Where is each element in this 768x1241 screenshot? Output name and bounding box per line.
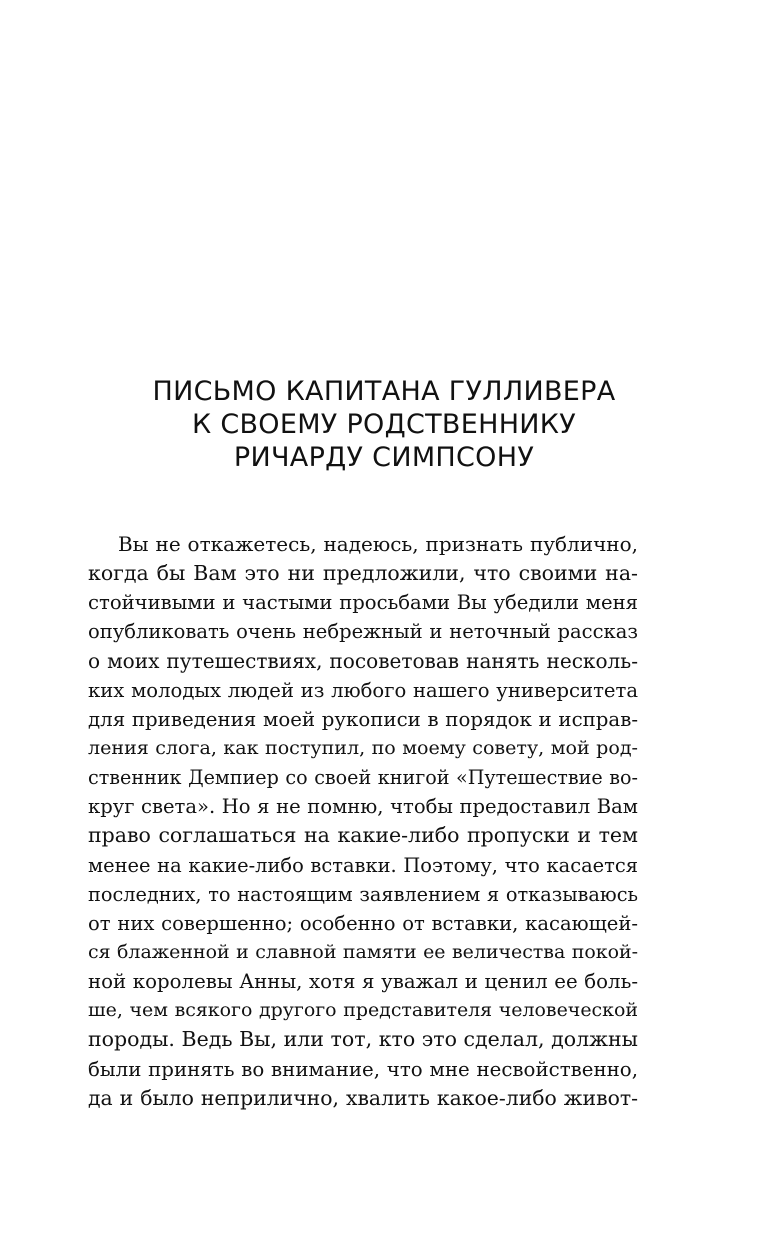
paragraph-line: когда бы Вам это ни предложили, что своими на- bbox=[88, 561, 638, 586]
chapter-title-line: ПИСЬМО КАПИТАНА ГУЛЛИВЕРА bbox=[152, 376, 616, 407]
chapter-title-line: К СВОЕМУ РОДСТВЕННИКУ bbox=[191, 409, 577, 440]
paragraph-line: породы. Ведь Вы, или тот, кто это сделал, должны bbox=[88, 1027, 638, 1052]
paragraph-line: от них совершенно; особенно от вставки, касающей- bbox=[88, 911, 638, 935]
paragraph-line: ся блаженной и славной памяти ее величества покой- bbox=[88, 940, 638, 963]
paragraph-line: круг света». Но я не помню, чтобы предоставил Вам bbox=[88, 795, 638, 819]
paragraph-line: были принять во внимание, что мне несвойственно, bbox=[88, 1057, 638, 1081]
paragraph-line: Вы не откажетесь, надеюсь, признать публично, bbox=[118, 532, 638, 556]
paragraph-line: ственник Демпиер со своей книгой «Путешествие во- bbox=[88, 766, 638, 790]
body-paragraph bbox=[88, 530, 638, 1113]
paragraph-line: да и было неприлично, хвалить какое-либо живот- bbox=[88, 1085, 638, 1110]
chapter-title bbox=[0, 375, 768, 474]
paragraph-line: опубликовать очень небрежный и неточный рассказ bbox=[88, 620, 638, 644]
paragraph-line: о моих путешествиях, посоветовав нанять несколь- bbox=[88, 648, 638, 673]
paragraph-line: стойчивыми и частыми просьбами Вы убедили меня bbox=[88, 591, 638, 615]
paragraph-line: последних, то настоящим заявлением я отказываюсь bbox=[88, 882, 638, 906]
chapter-title-line: РИЧАРДУ СИМПСОНУ bbox=[233, 442, 535, 473]
paragraph-line: ной королевы Анны, хотя я уважал и ценил ее боль- bbox=[88, 970, 638, 994]
paragraph-line: право соглашаться на какие-либо пропуски и тем bbox=[88, 823, 638, 848]
paragraph-line: ления слога, как поступил, по моему совету, мой род- bbox=[88, 736, 638, 759]
paragraph-line: для приведения моей рукописи в порядок и исправ- bbox=[88, 707, 638, 731]
paragraph-line: менее на какие-либо вставки. Поэтому, что касается bbox=[88, 853, 638, 877]
paragraph-line: ких молодых людей из любого нашего университета bbox=[88, 678, 638, 702]
paragraph-line: ше, чем всякого другого представителя человеческой bbox=[88, 999, 638, 1022]
